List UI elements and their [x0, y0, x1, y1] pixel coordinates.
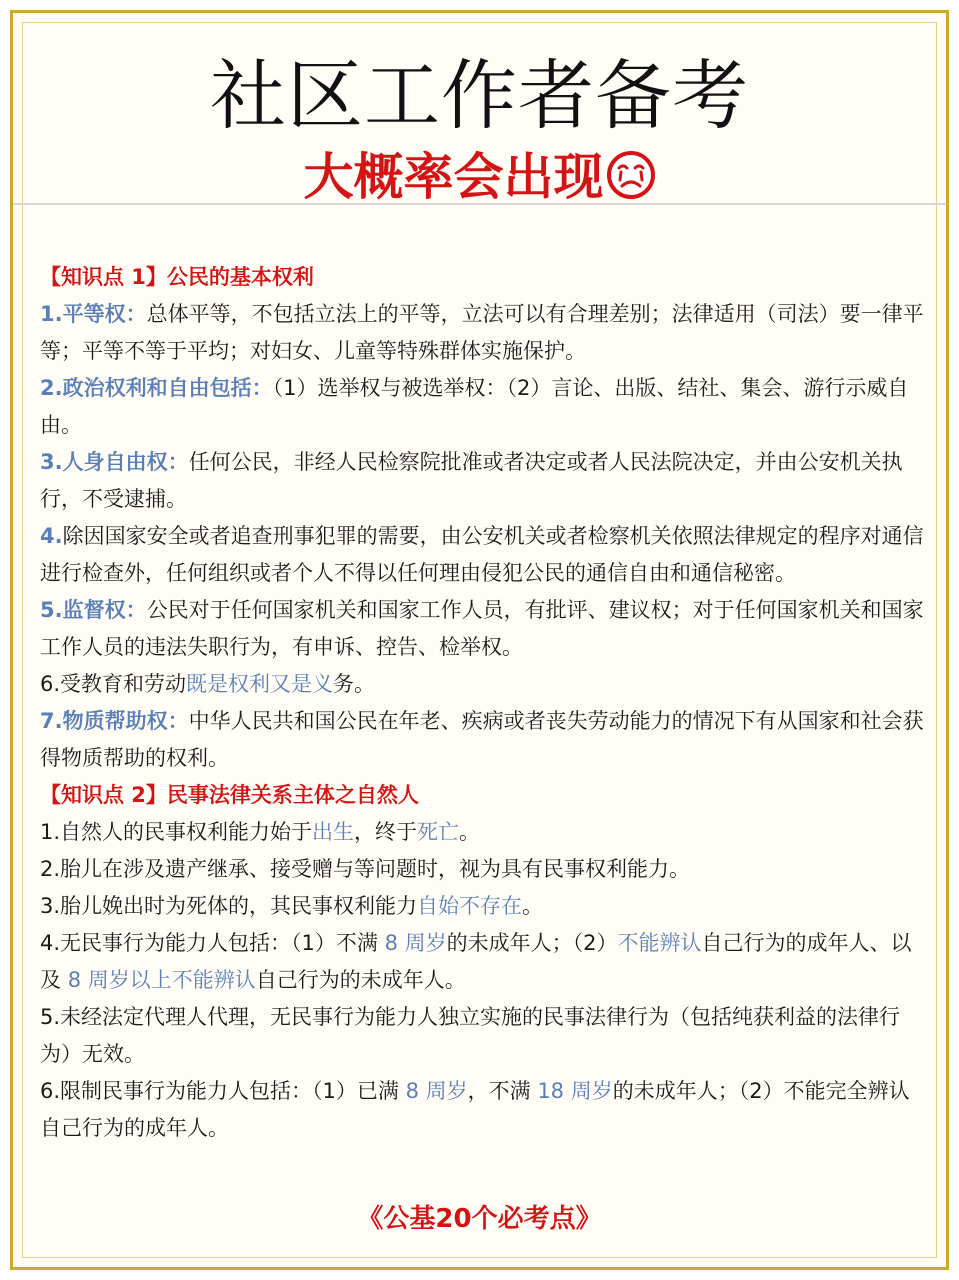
item-highlight: 不能辨认 — [617, 931, 702, 955]
item-highlight: 8 周岁 — [384, 931, 447, 955]
section2-item-3 — [40, 888, 924, 925]
item-highlight: 自始不存在 — [417, 894, 523, 918]
section2-item-4 — [40, 925, 924, 999]
item-text: 的未成年人；（2） — [446, 931, 618, 955]
section1-item-4 — [40, 518, 924, 592]
item-text: 2.胎儿在涉及遗产继承、接受赠与等问题时，视为具有民事权利能力。 — [40, 857, 691, 881]
item-term: 2.政治权利和自由包括： — [40, 376, 273, 400]
item-text: 的未成年人；（2）不能完全辨认自己行为的成年人。 — [40, 1079, 910, 1140]
header — [13, 13, 946, 206]
item-text: 务。 — [333, 672, 376, 696]
section1-heading: 【知识点 1】公民的基本权利 — [40, 265, 314, 289]
item-text: 6.受教育和劳动 — [40, 672, 187, 696]
item-number: 4. — [40, 524, 63, 548]
item-text: 6.限制民事行为能力人包括：（1）已满 — [40, 1079, 406, 1103]
main-content — [40, 259, 924, 1147]
item-text: 1.自然人的民事权利能力始于 — [40, 820, 313, 844]
section1-item-6 — [40, 666, 924, 703]
page-title: 社区工作者备考 — [210, 51, 749, 140]
section1-item-1 — [40, 296, 924, 370]
footer-title: 《公基20个必考点》 — [357, 1204, 602, 1234]
item-highlight: 18 周岁 — [537, 1079, 613, 1103]
header-divider — [13, 203, 946, 205]
item-highlight: 8 周岁以上不能辨认 — [67, 968, 256, 992]
item-term: 5.监督权： — [40, 598, 147, 622]
item-highlight: 出生 — [312, 820, 355, 844]
item-text: 4.无民事行为能力人包括：（1）不满 — [40, 931, 385, 955]
item-term: 7.物质帮助权： — [40, 709, 189, 733]
item-text: 5.未经法定代理人代理，无民事行为能力人独立实施的民事法律行为（包括纯获利益的法律行为）无效。 — [40, 1005, 901, 1066]
section2-item-2 — [40, 851, 924, 888]
section2-item-1 — [40, 814, 924, 851]
item-text: 自己行为的未成年人。 — [255, 968, 466, 992]
item-term: 3.人身自由权： — [40, 450, 189, 474]
item-text: 中华人民共和国公民在年老、疾病或者丧失劳动能力的情况下有从国家和社会获得物质帮助的权利。 — [40, 709, 924, 770]
item-text: 任何公民，非经人民检察院批准或者决定或者人民法院决定，并由公安机关执行，不受逮捕。 — [40, 450, 903, 511]
item-highlight: 8 周岁 — [405, 1079, 468, 1103]
page-frame — [10, 10, 949, 1270]
item-text: 自己行为的成年人、以及 — [40, 931, 912, 992]
page-subtitle — [13, 145, 946, 209]
item-text: ，不满 — [467, 1079, 538, 1103]
section2-item-5 — [40, 999, 924, 1073]
item-text: 。 — [522, 894, 544, 918]
item-highlight: 既是权利又是义 — [186, 672, 334, 696]
section2-heading: 【知识点 2】民事法律关系主体之自然人 — [40, 783, 419, 807]
item-text: 总体平等，不包括立法上的平等，立法可以有合理差别；法律适用（司法）要一律平等；平等不等于平均；对妇女、儿童等特殊群体实施保护。 — [40, 302, 924, 363]
subtitle-text: 大概率会出现 — [303, 148, 604, 206]
crying-face-icon — [606, 150, 656, 200]
item-text: （1）选举权与被选举权：（2）言论、出版、结社、集会、游行示威自由。 — [40, 376, 909, 437]
item-text: ，终于 — [354, 820, 418, 844]
section2-item-6 — [40, 1073, 924, 1147]
item-text: 。 — [459, 820, 481, 844]
item-text: 除因国家安全或者追查刑事犯罪的需要，由公安机关或者检察机关依照法律规定的程序对通信进行检查外，任何组织或者个人不得以任何理由侵犯公民的通信自由和通信秘密。 — [40, 524, 924, 585]
item-highlight: 死亡 — [417, 820, 460, 844]
section1-item-2 — [40, 370, 924, 444]
section1-item-3 — [40, 444, 924, 518]
section1-item-5 — [40, 592, 924, 666]
item-text: 3.胎儿娩出时为死体的，其民事权利能力 — [40, 894, 418, 918]
section1-item-7 — [40, 703, 924, 777]
item-text: 公民对于任何国家机关和国家工作人员，有批评、建议权；对于任何国家机关和国家工作人员的违法失职行为，有申诉、控告、检举权。 — [40, 598, 924, 659]
item-term: 1.平等权： — [40, 302, 147, 326]
